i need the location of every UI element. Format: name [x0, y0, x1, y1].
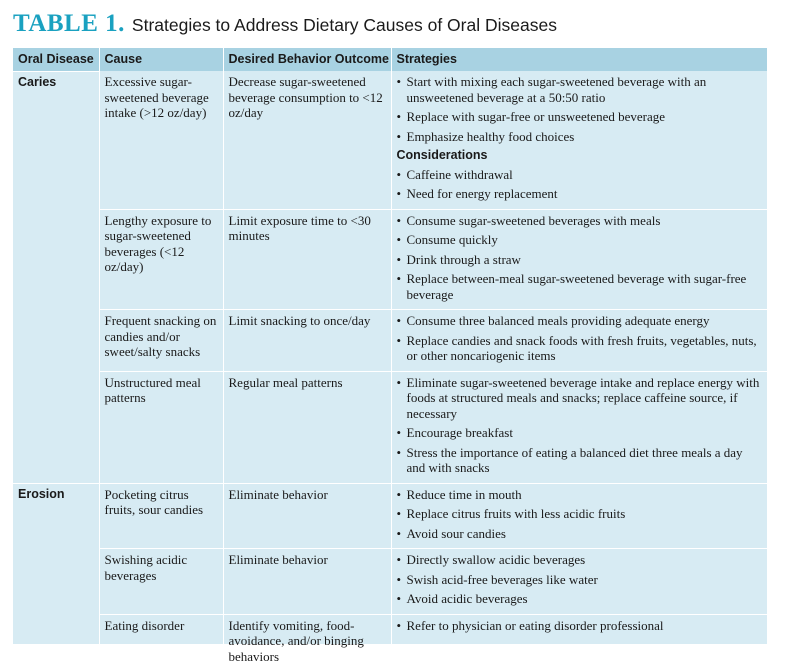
strategies-table: [13, 48, 767, 667]
strategy-item: • Consume three balanced meals providing adequate energy: [397, 313, 764, 329]
table-body: [13, 71, 767, 667]
strategy-item: • Swish acid-free beverages like water: [397, 572, 764, 588]
strategy-item: • Replace citrus fruits with less acidic fruits: [397, 506, 764, 522]
strategy-list: [397, 313, 764, 364]
cause-cell: Swishing acidic beverages: [99, 549, 223, 615]
strategy-item: • Start with mixing each sugar-sweetened beverage with an unsweetened beverage at a 50:50 ratio: [397, 74, 764, 105]
table-row: [13, 209, 767, 310]
strategy-item: • Replace with sugar-free or unsweetened beverage: [397, 109, 764, 125]
strategy-item: • Drink through a straw: [397, 252, 764, 268]
oral-disease-cell: [13, 371, 99, 483]
oral-disease-cell: [13, 209, 99, 310]
strategy-item: • Avoid acidic beverages: [397, 591, 764, 607]
desired-outcome-cell: Regular meal patterns: [223, 371, 391, 483]
consideration-item: • Need for energy replacement: [397, 186, 764, 202]
strategy-item: • Eliminate sugar-sweetened beverage intake and replace energy with foods at structured meals and snacks; replace caffeine source, if necessary: [397, 375, 764, 422]
strategy-list: [397, 74, 764, 144]
strategy-item: • Replace candies and snack foods with fresh fruits, vegetables, nuts, or other noncariogenic items: [397, 333, 764, 364]
table-container: [13, 48, 767, 664]
strategy-list: [397, 487, 764, 542]
oral-disease-cell: Caries: [13, 71, 99, 209]
oral-disease-cell: [13, 310, 99, 372]
desired-outcome-cell: Limit snacking to once/day: [223, 310, 391, 372]
strategy-item: • Emphasize healthy food choices: [397, 129, 764, 145]
strategies-cell: [391, 71, 767, 209]
strategies-cell: [391, 209, 767, 310]
header-desired-behavior-outcome: Desired Behavior Outcome: [223, 48, 391, 71]
strategy-item: • Reduce time in mouth: [397, 487, 764, 503]
header-oral-disease: Oral Disease: [13, 48, 99, 71]
strategies-cell: [391, 549, 767, 615]
strategy-item: • Directly swallow acidic beverages: [397, 552, 764, 568]
strategies-cell: [391, 614, 767, 667]
desired-outcome-cell: Limit exposure time to <30 minutes: [223, 209, 391, 310]
desired-outcome-cell: Eliminate behavior: [223, 483, 391, 549]
consideration-item: • Caffeine withdrawal: [397, 167, 764, 183]
strategies-cell: [391, 371, 767, 483]
strategy-item: • Encourage breakfast: [397, 425, 764, 441]
cause-cell: Unstructured meal patterns: [99, 371, 223, 483]
strategy-list: [397, 618, 764, 634]
cause-cell: Excessive sugar-sweetened beverage intake (>12 oz/day): [99, 71, 223, 209]
oral-disease-cell: [13, 614, 99, 667]
desired-outcome-cell: Identify vomiting, food-avoidance, and/or binging behaviors: [223, 614, 391, 667]
header-row: [13, 48, 767, 71]
table-caption: Strategies to Address Dietary Causes of Oral Diseases: [131, 15, 557, 35]
oral-disease-cell: Erosion: [13, 483, 99, 549]
strategy-item: • Stress the importance of eating a balanced diet three meals a day and with snacks: [397, 445, 764, 476]
oral-disease-cell: [13, 549, 99, 615]
strategies-cell: [391, 483, 767, 549]
table-row: [13, 310, 767, 372]
cause-cell: Eating disorder: [99, 614, 223, 667]
strategy-item: • Consume sugar-sweetened beverages with meals: [397, 213, 764, 229]
strategy-list: [397, 375, 764, 476]
header-cause: Cause: [99, 48, 223, 71]
strategy-list: [397, 213, 764, 303]
strategy-list: [397, 552, 764, 607]
strategies-cell: [391, 310, 767, 372]
considerations-heading: Considerations: [396, 148, 488, 162]
header-strategies: Strategies: [391, 48, 767, 71]
considerations-list: [397, 167, 764, 202]
table-row: [13, 483, 767, 549]
table-number: TABLE 1.: [13, 10, 125, 37]
table-row: [13, 71, 767, 209]
strategy-item: • Replace between-meal sugar-sweetened beverage with sugar-free beverage: [397, 271, 764, 302]
table-row: [13, 549, 767, 615]
cause-cell: Lengthy exposure to sugar-sweetened beverages (<12 oz/day): [99, 209, 223, 310]
table-row: [13, 371, 767, 483]
table-title: [13, 10, 557, 42]
desired-outcome-cell: Decrease sugar-sweetened beverage consumption to <12 oz/day: [223, 71, 391, 209]
strategy-item: • Refer to physician or eating disorder professional: [397, 618, 764, 634]
desired-outcome-cell: Eliminate behavior: [223, 549, 391, 615]
table-row: [13, 614, 767, 667]
strategy-item: • Avoid sour candies: [397, 526, 764, 542]
strategy-item: • Consume quickly: [397, 232, 764, 248]
cause-cell: Frequent snacking on candies and/or sweet/salty snacks: [99, 310, 223, 372]
cause-cell: Pocketing citrus fruits, sour candies: [99, 483, 223, 549]
